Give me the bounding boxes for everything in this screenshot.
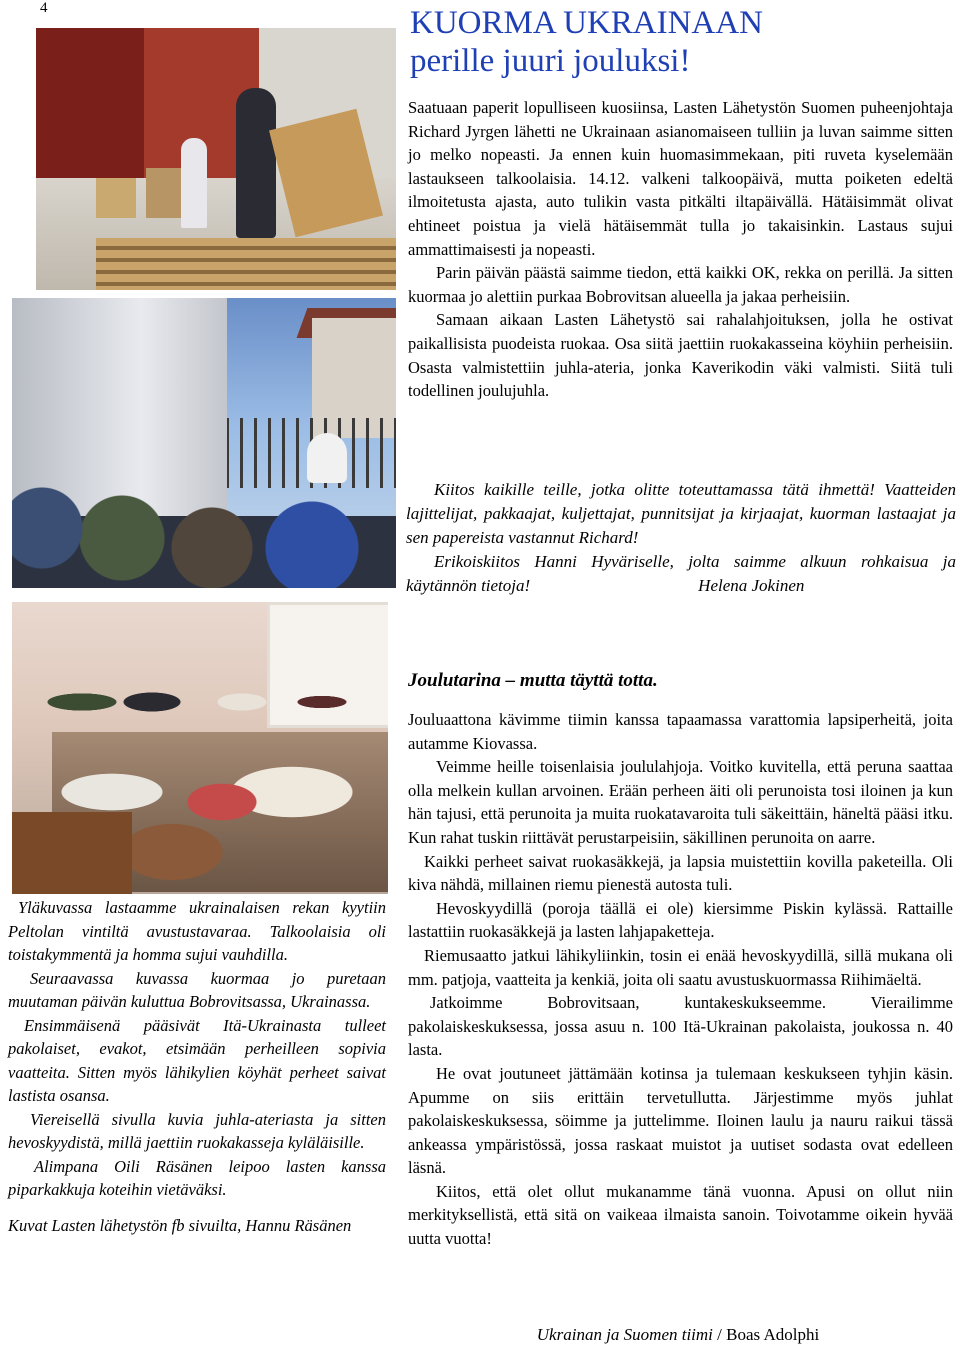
article-headline [410,4,950,80]
headline-line-1: KUORMA UKRAINAAN [410,5,763,41]
thanks-signature: Helena Jokinen [698,576,805,595]
headline-line-2: perille juuri jouluksi! [410,43,691,79]
caption-paragraph: Yläkuvassa lastaamme ukrainalaisen rekan kyytiin Peltolan vintiltä avustustavaraa. Talkoolaisia oli toistakymmentä ja homma sujui vauhdilla. [8,898,386,964]
article-1-paragraph: Saatuaan paperit lopulliseen kuosiinsa, Lasten Lähetystön Suomen puheenjohtaja Richard Jyrgen lähetti ne Ukrainaan asianomaiseen tulliin ja luvan saimme sitten jo melko nopeasti. Ja ennen kuin huomasimmekaan, piti ruveta kyselemään lastaukseen talkoolaisia. 14.12. valkeni talkoopäivä, mutta poiketen edeltä ilmoitetusta ajasta, auto tulikin vasta pitkälti iltapäivällä. Hätäisimmät olivat ehtineet poistua ja vielä hätäisemmät tulla jo takaisinkin. Lastaus sujui ammattimaisesti ja nopeasti. [408,98,953,259]
photo-truck-unloading [12,298,396,588]
article-2-paragraph: Veimme heille toisenlaisia joululahjoja. Voitko kuvitella, että peruna saattaa olla melkein kullan arvoinen. Erään perheen äiti oli perunoista tosi iloinen ja kun hän tajusi, että perunoita ja muita ruokatavaroita tuli säkeittäin, häneltä pääsi itku. Kun rahat tuskin riittävät perustarpeisiin, säkillinen perunoita on aarre. [408,757,953,847]
article-2-paragraph: Hevoskyydillä (poroja täällä ei ole) kiersimme Piskin kylässä. Rattaille lastattiin ruokasäkkejä ja lasten lahjapaketteja. [408,898,953,942]
article-1-body [408,96,953,403]
thanks-section [406,478,956,598]
article-2-body [408,708,953,1251]
byline-separator: / [712,1325,727,1344]
article-2-paragraph: Jouluaattona kävimme tiimin kanssa tapaamassa varattomia lapsiperheitä, joita autamme Kiovassa. [408,710,953,753]
caption-paragraph: Seuraavassa kuvassa kuormaa jo puretaan muutaman päivän kuluttua Bobrovitsassa, Ukrainassa. [8,968,386,1011]
article-1-paragraph: Parin päivän päästä saimme tiedon, että kaikki OK, rekka on perillä. Ja sitten kuormaa jo alettiin purkaa Bobrovitsan alueella ja jakaa perheisiin. [408,263,953,306]
photo-caption [8,896,386,1237]
article-2-paragraph: Jatkoimme Bobrovitsaan, kuntakeskukseemme. Vierailimme pakolaiskeskuksessa, jossa asuu n. 100 Itä-Ukrainan pakolaista, joukossa n. 40 lasta. [408,993,953,1060]
caption-paragraph: Ensimmäisenä pääsivät Itä-Ukrainasta tulleet pakolaiset, evakot, etsimään perheilleen sopivia vaatteita. Sitten myös lähikylien köyhät perheet saivat lastista osansa. [8,1015,386,1105]
photo-truck-loading [36,28,396,290]
byline-author: Boas Adolphi [726,1325,820,1344]
article-2-paragraph: Kiitos, että olet ollut mukanamme tänä vuonna. Apusi on ollut niin merkityksellistä, että sitä on vaikeaa ilmaista sanoin. Toivotamme oikein hyvää uutta vuotta! [408,1181,953,1249]
article-2-byline [408,1325,948,1345]
caption-paragraph: Alimpana Oili Räsänen leipoo lasten kanssa piparkakkuja koteihin vietäväksi. [8,1156,386,1199]
thanks-special: Erikoiskiitos Hanni Hyväriselle, jolta saimme alkuun rohkaisua ja käytännön tietoja! [406,552,956,595]
page-number: 4 [40,0,48,16]
thanks-paragraph [406,550,956,598]
thanks-paragraph: Kiitos kaikille teille, jotka olitte toteuttamassa tätä ihmettä! Vaatteiden lajittelijat, pakkaajat, kuljettajat, punnitsijat ja kirjaajat, kuorman lastaajat ja sen papereista vastannut Richard! [406,480,956,547]
article-1-paragraph: Samaan aikaan Lasten Lähetystö sai rahalahjoituksen, jolla he ostivat paikallisista puodeista ruokaa. Osa siitä jaettiin ruokakasseina köyhiin perheisiin. Osasta valmistettiin juhla-ateria, jonka Kaverikodin väki valmisti. Siitä tuli todellinen joulujuhla. [408,310,953,401]
article-2-paragraph: Kaikki perheet saivat ruokasäkkejä, ja lapsia muistettiin kovilla paketeilla. Oli kiva nähdä, millainen riemu pienestä autosta tuli. [408,851,953,895]
article-2-paragraph: Riemusaatto jatkui lähikyliinkin, tosin ei enää hevoskyydillä, sillä mukana oli mm. patjoja, vaatteita ja kenkiä, joita oli saatu avustuskuormassa Riihimäeltä. [408,945,953,989]
article-2-paragraph: He ovat joutuneet jättämään kotinsa ja tulemaan keskukseen tyhjin käsin. Apumme on siis erittäin tervetullutta. Järjestimme myös juhlat pakolaiskeskuksessa, söimme ja juttelimme. Iloinen laulu ja nauru raikui tässä ankeassa ympäristössä, jossa raskaat muistot ja uutiset sodasta ovat edelleen läsnä. [408,1063,953,1178]
article-2-title: Joulutarina – mutta täyttä totta. [408,670,658,691]
byline-team: Ukrainan ja Suomen tiimi [536,1325,713,1344]
photo-credit: Kuvat Lasten lähetystön fb sivuilta, Hannu Räsänen [8,1215,352,1235]
photo-clothes-sorting [12,602,388,894]
caption-paragraph: Viereisellä sivulla kuvia juhla-ateriasta ja sitten hevoskyydistä, millä jaettiin ruokakasseja kyläläisille. [8,1109,386,1152]
